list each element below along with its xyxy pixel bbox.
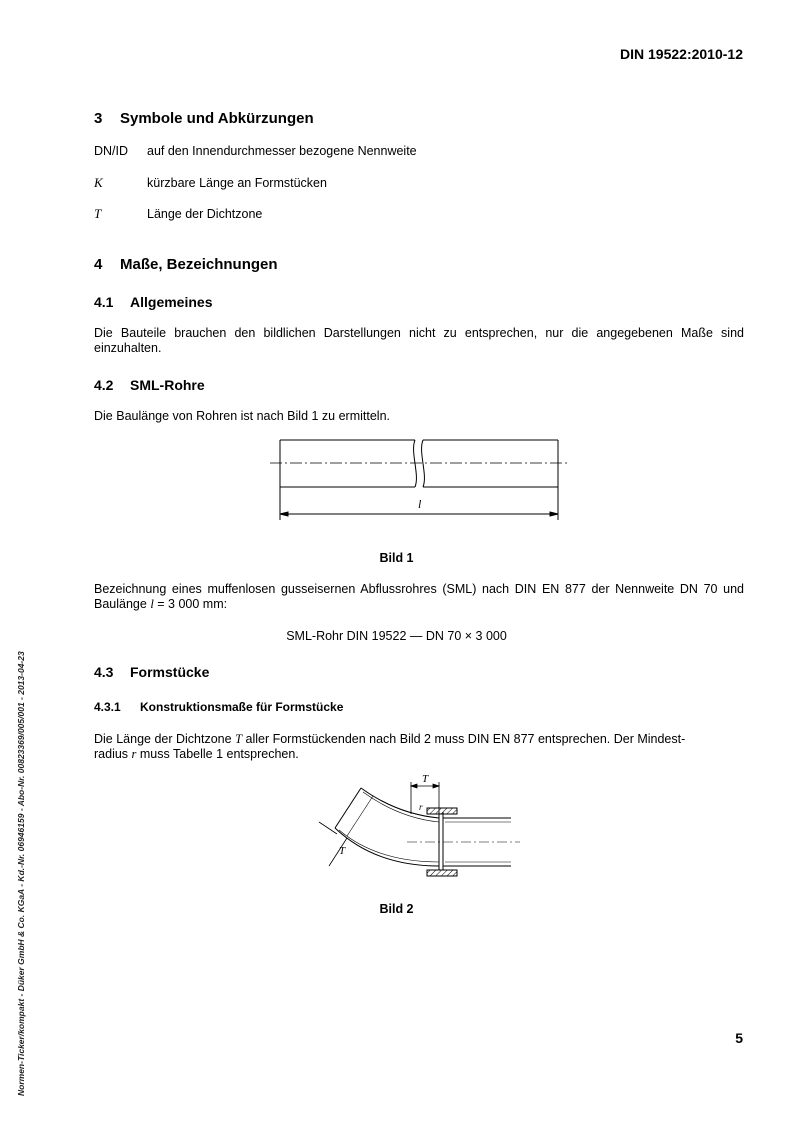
symbol-row: [94, 175, 327, 191]
symbol-desc: Länge der Dichtzone: [147, 207, 263, 221]
text-part: Die Länge der Dichtzone: [94, 732, 236, 746]
section-4-heading: [94, 256, 278, 273]
figure-1-caption: Bild 1: [379, 551, 414, 565]
section-number: 4.3.1: [94, 700, 121, 714]
symbol-row: [94, 206, 262, 222]
section-number: 4.2: [94, 377, 114, 393]
figure-1-pipe-drawing: [260, 430, 580, 526]
section-title: Symbole und Abkürzungen: [120, 110, 314, 127]
section-4-2-heading: [94, 377, 205, 393]
paragraph: Die Baulänge von Rohren ist nach Bild 1 zu ermitteln.: [94, 409, 390, 423]
section-title: Konstruktionsmaße für Formstücke: [140, 700, 344, 714]
figure-2-fitting-drawing: [315, 770, 525, 878]
paragraph: Die Bauteile brauchen den bildlichen Darstellungen nicht zu entsprechen, nur die angegebenen Maße sind einzuhalten.: [94, 326, 744, 355]
document-id: DIN 19522:2010-12: [620, 46, 743, 62]
symbol-desc: kürzbare Länge an Formstücken: [147, 176, 327, 190]
T-label-left: T: [339, 845, 346, 857]
section-title: Formstücke: [130, 664, 210, 680]
section-4-1-heading: [94, 294, 212, 310]
page-number: 5: [735, 1030, 743, 1046]
variable-r: r: [131, 747, 137, 761]
section-4-3-heading: [94, 664, 209, 680]
symbol-key: T: [94, 206, 102, 221]
text-part: muss Tabelle 1 entsprechen.: [136, 747, 299, 761]
variable-T: T: [235, 732, 243, 746]
T-label-top: T: [422, 773, 429, 785]
text-part: = 3 000 mm:: [153, 597, 228, 611]
paragraph: [94, 732, 744, 762]
symbol-row: [94, 144, 417, 158]
length-label: l: [418, 497, 422, 511]
section-number: 4.3: [94, 664, 114, 680]
section-3-heading: [94, 110, 314, 127]
license-sidebar: Normen-Ticker/kompakt - Düker GmbH & Co. KGaA - Kd.-Nr. 06946159 - Abo-Nr. 00823369/005/001 - 2013-04-23: [16, 651, 26, 1096]
text-part: Bezeichnung eines muffenlosen gusseisernen Abflussrohres (SML) nach DIN EN 877 der Nennweite DN 70 und Baulänge: [94, 582, 744, 611]
section-title: Maße, Bezeichnungen: [120, 256, 278, 273]
symbol-key: DN/ID: [94, 144, 129, 158]
symbol-desc: auf den Innendurchmesser bezogene Nennweite: [147, 144, 417, 158]
section-title: SML-Rohre: [130, 377, 205, 393]
r-label: r: [419, 802, 423, 812]
text-part: radius: [94, 747, 132, 761]
text-part: aller Formstückenden nach Bild 2 muss DIN EN 877 entsprechen. Der Mindest-: [242, 732, 686, 746]
figure-2-caption: Bild 2: [379, 902, 414, 916]
section-number: 3: [94, 110, 103, 127]
variable-l: l: [150, 597, 154, 611]
section-title: Allgemeines: [130, 294, 213, 310]
symbol-key: K: [94, 175, 103, 190]
section-4-3-1-heading: [94, 700, 343, 714]
section-number: 4: [94, 256, 103, 273]
designation-example: SML-Rohr DIN 19522 — DN 70 × 3 000: [286, 629, 507, 643]
section-number: 4.1: [94, 294, 114, 310]
paragraph: [94, 582, 744, 612]
